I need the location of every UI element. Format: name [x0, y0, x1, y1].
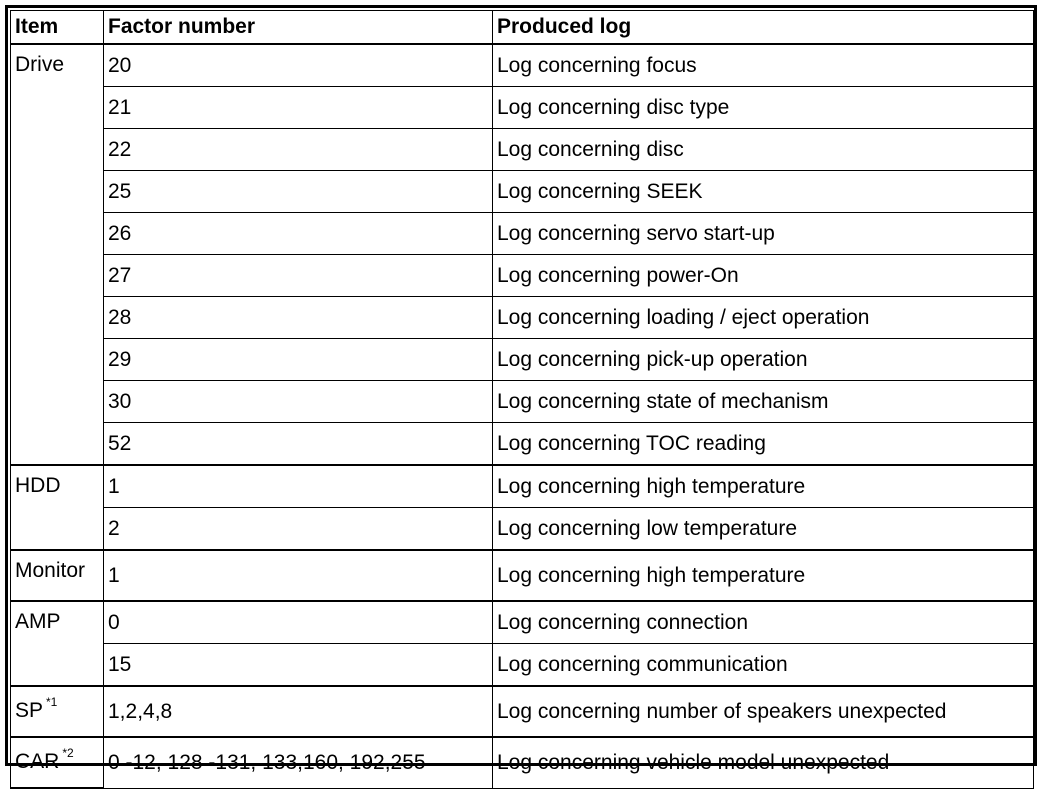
- factor-cell: 15: [104, 644, 493, 687]
- log-cell: Log concerning pick-up operation: [493, 339, 1034, 381]
- log-cell: Log concerning disc: [493, 129, 1034, 171]
- item-label: HDD: [15, 474, 61, 497]
- item-monitor: [11, 550, 104, 601]
- item-sp: [11, 686, 104, 737]
- table-row: [11, 686, 1034, 737]
- table-row: [11, 381, 1034, 423]
- table-row: [11, 171, 1034, 213]
- table-frame: [5, 5, 1037, 774]
- table-row: [11, 601, 1034, 644]
- table-row: [11, 423, 1034, 466]
- log-cell: Log concerning servo start-up: [493, 213, 1034, 255]
- table-row: [11, 255, 1034, 297]
- header-item: Item: [11, 11, 104, 45]
- log-cell: Log concerning TOC reading: [493, 423, 1034, 466]
- factor-cell: 30: [104, 381, 493, 423]
- item-label: Monitor: [15, 559, 86, 582]
- log-cell: Log concerning number of speakers unexpected: [493, 686, 1034, 737]
- log-cell: Log concerning low temperature: [493, 508, 1034, 551]
- table-row: [11, 737, 1034, 788]
- log-cell: Log concerning power-On: [493, 255, 1034, 297]
- factor-cell: 25: [104, 171, 493, 213]
- factor-cell: 28: [104, 297, 493, 339]
- table-row: [11, 339, 1034, 381]
- header-row: [11, 11, 1034, 45]
- item-label: CAR: [15, 750, 60, 773]
- table-row: [11, 297, 1034, 339]
- log-cell: Log concerning loading / eject operation: [493, 297, 1034, 339]
- factor-cell: 1: [104, 465, 493, 508]
- item-hdd: [11, 465, 104, 550]
- log-cell: Log concerning high temperature: [493, 465, 1034, 508]
- header-factor-number: Factor number: [104, 11, 493, 45]
- table-row: [11, 465, 1034, 508]
- table-row: [11, 550, 1034, 601]
- log-cell: Log concerning communication: [493, 644, 1034, 687]
- table-body: [11, 44, 1034, 788]
- item-drive: [11, 44, 104, 465]
- log-cell: Log concerning disc type: [493, 87, 1034, 129]
- factor-cell: 20: [104, 44, 493, 87]
- table-row: [11, 87, 1034, 129]
- factor-cell: 0 -12, 128 -131, 133,160, 192,255: [104, 737, 493, 788]
- log-cell: Log concerning vehicle model unexpected: [493, 737, 1034, 788]
- table-row: [11, 129, 1034, 171]
- table-row: [11, 644, 1034, 687]
- footnote-marker: *1: [46, 695, 58, 709]
- factor-cell: 29: [104, 339, 493, 381]
- factor-cell: 21: [104, 87, 493, 129]
- table-row: [11, 44, 1034, 87]
- item-car: [11, 737, 104, 788]
- log-cell: Log concerning high temperature: [493, 550, 1034, 601]
- item-label: Drive: [15, 53, 65, 76]
- table-row: [11, 213, 1034, 255]
- factor-cell: 27: [104, 255, 493, 297]
- factor-cell: 2: [104, 508, 493, 551]
- item-label: AMP: [15, 610, 61, 633]
- factor-cell: 52: [104, 423, 493, 466]
- factor-cell: 26: [104, 213, 493, 255]
- factor-cell: 1,2,4,8: [104, 686, 493, 737]
- item-label: SP: [15, 699, 44, 722]
- factor-cell: 22: [104, 129, 493, 171]
- table-row: [11, 508, 1034, 551]
- header-produced-log: Produced log: [493, 11, 1034, 45]
- log-cell: Log concerning connection: [493, 601, 1034, 644]
- factor-cell: 1: [104, 550, 493, 601]
- log-cell: Log concerning SEEK: [493, 171, 1034, 213]
- log-cell: Log concerning focus: [493, 44, 1034, 87]
- factor-log-table: [10, 10, 1034, 789]
- factor-cell: 0: [104, 601, 493, 644]
- item-amp: [11, 601, 104, 686]
- log-cell: Log concerning state of mechanism: [493, 381, 1034, 423]
- footnote-marker: *2: [62, 746, 74, 760]
